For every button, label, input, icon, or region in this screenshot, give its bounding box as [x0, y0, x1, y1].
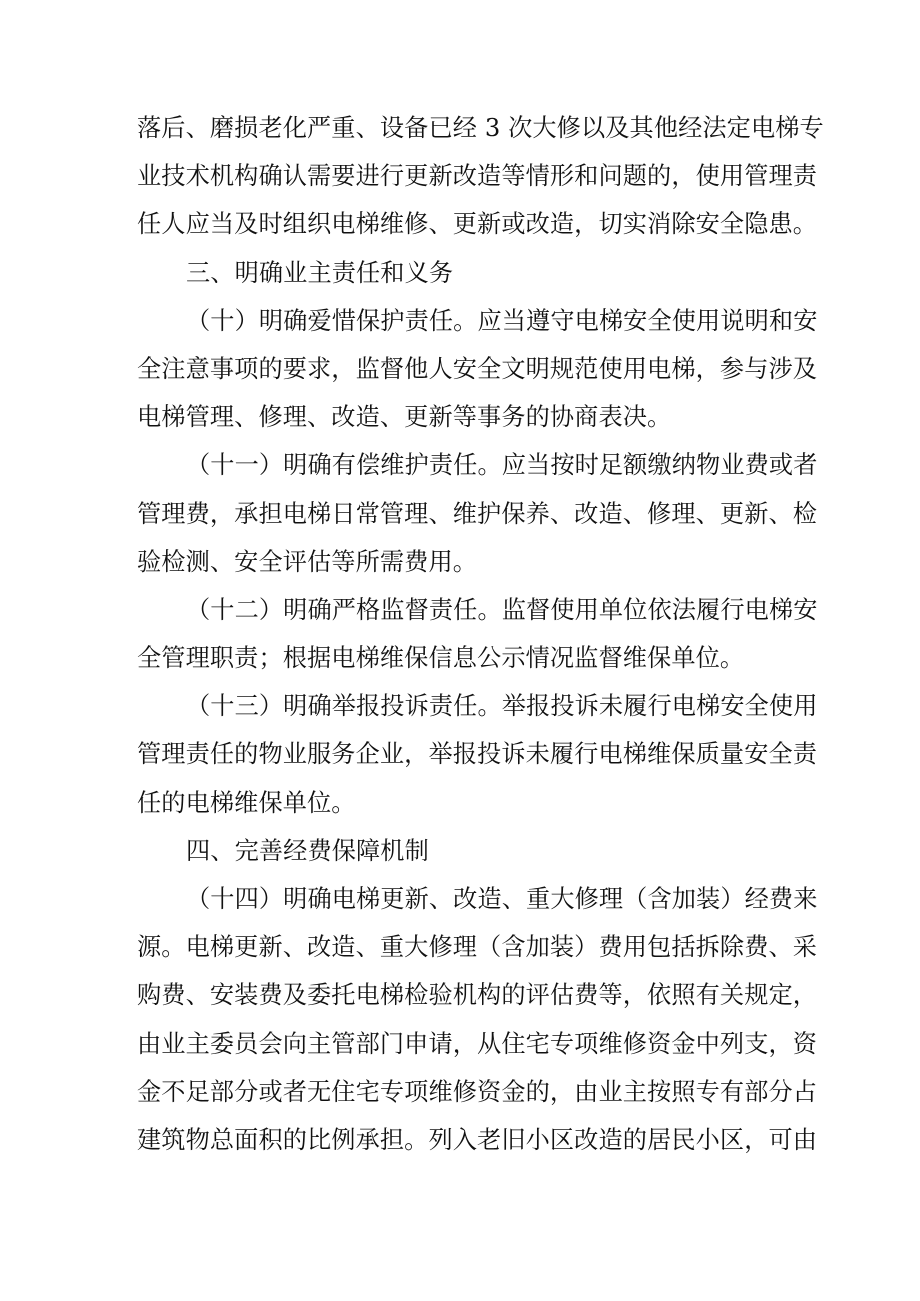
paragraph-first-line: （十二）明确严格监督责任。监督使用单位依法履行电梯安 [186, 595, 818, 624]
paragraph-line: 全管理职责；根据电梯维保信息公示情况监督维保单位。 [137, 644, 745, 673]
paragraph-line: 由业主委员会向主管部门申请，从住宅专项维修资金中列支，资 [137, 1029, 818, 1058]
paragraph-line: 购费、安装费及委托电梯检验机构的评估费等，依照有关规定， [137, 981, 818, 1010]
paragraph-line: 电梯管理、修理、改造、更新等事务的协商表决。 [137, 403, 672, 432]
paragraph-line: 任人应当及时组织电梯维修、更新或改造，切实消除安全隐患。 [137, 210, 818, 239]
paragraph-line: 管理费，承担电梯日常管理、维护保养、改造、修理、更新、检 [137, 499, 818, 528]
paragraph-line: 源。电梯更新、改造、重大修理（含加装）费用包括拆除费、采 [137, 933, 818, 962]
paragraph-line: 金不足部分或者无住宅专项维修资金的，由业主按照专有部分占 [137, 1077, 818, 1106]
paragraph-line: 全注意事项的要求，监督他人安全文明规范使用电梯，参与涉及 [137, 354, 818, 383]
paragraph-line: 业技术机构确认需要进行更新改造等情形和问题的，使用管理责 [137, 162, 818, 191]
paragraph-line: 落后、磨损老化严重、设备已经 3 次大修以及其他经法定电梯专 [137, 114, 824, 142]
paragraph-first-line: （十）明确爱惜保护责任。应当遵守电梯安全使用说明和安 [186, 306, 818, 335]
paragraph-first-line: （十四）明确电梯更新、改造、重大修理（含加装）经费来 [186, 885, 818, 913]
document-body [137, 104, 824, 1164]
paragraph-first-line: （十一）明确有偿维护责任。应当按时足额缴纳物业费或者 [186, 451, 818, 480]
paragraph-first-line: （十三）明确举报投诉责任。举报投诉未履行电梯安全使用 [186, 692, 818, 721]
paragraph-line: 验检测、安全评估等所需费用。 [137, 547, 478, 576]
paragraph-line: 任的电梯维保单位。 [137, 788, 356, 817]
paragraph-first-line: 三、明确业主责任和义务 [186, 258, 454, 287]
paragraph-line: 管理责任的物业服务企业，举报投诉未履行电梯维保质量安全责 [137, 740, 818, 769]
paragraph-first-line: 四、完善经费保障机制 [186, 836, 429, 865]
paragraph-line: 建筑物总面积的比例承担。列入老旧小区改造的居民小区，可由 [137, 1125, 818, 1154]
